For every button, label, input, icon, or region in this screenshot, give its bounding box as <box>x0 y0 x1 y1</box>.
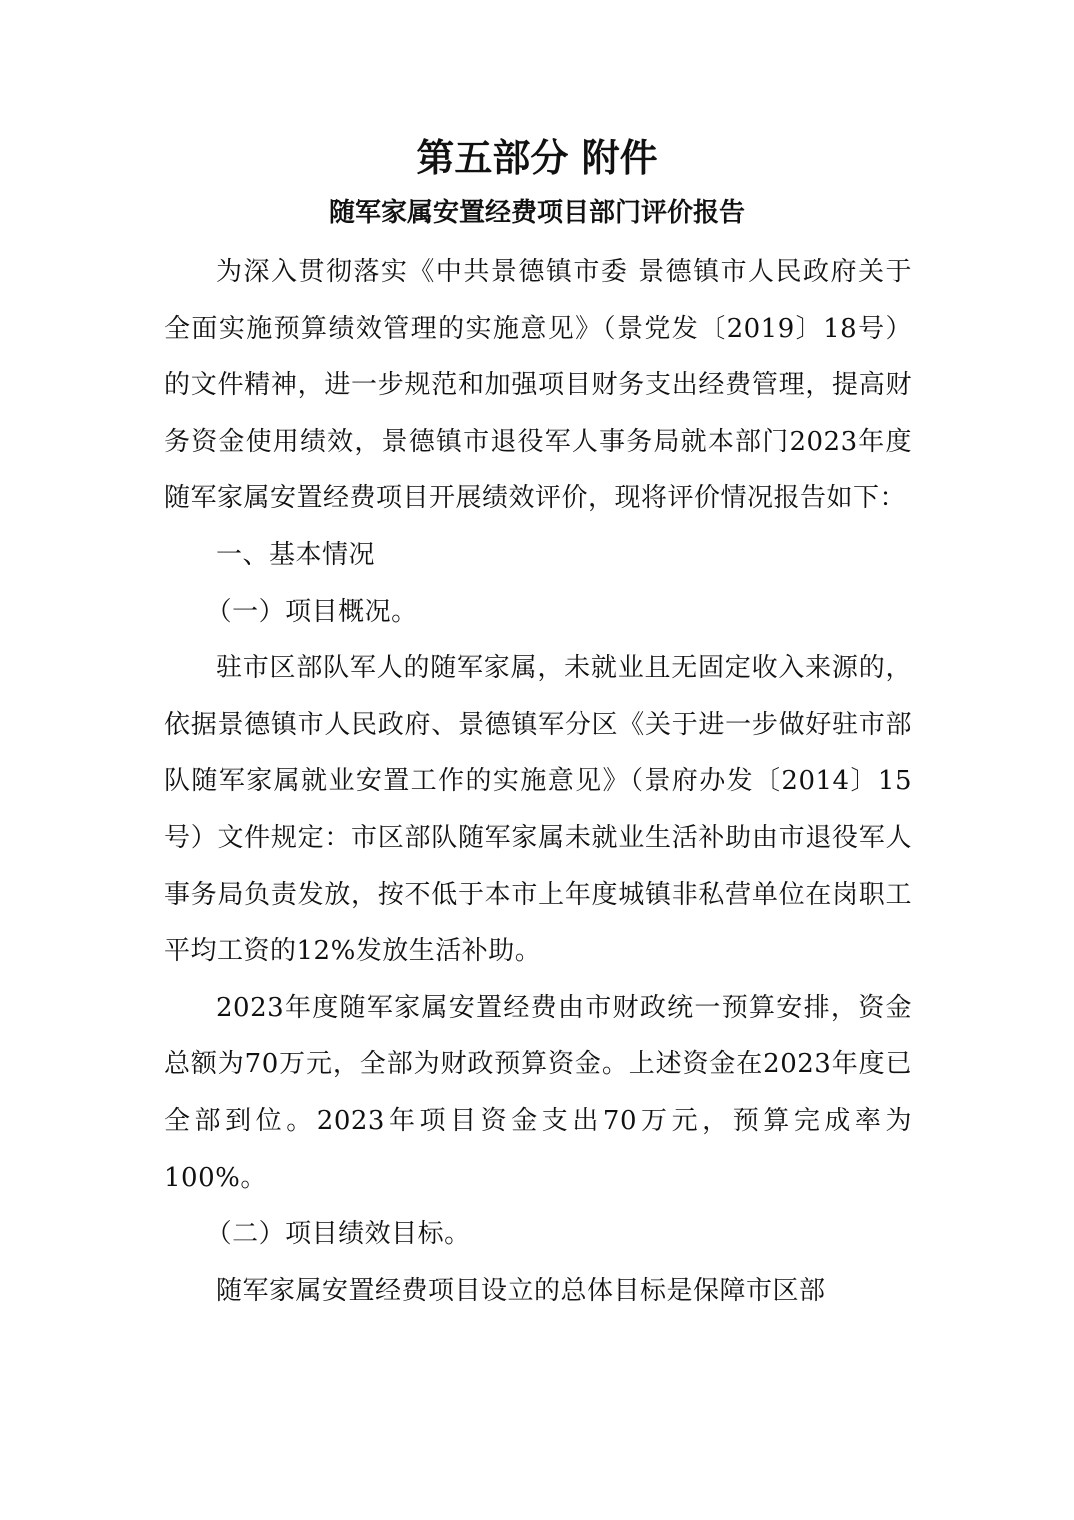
funding-paragraph: 2023年度随军家属安置经费由市财政统一预算安排，资金总额为70万元，全部为财政预算资金。上述资金在2023年度已全部到位。2023年项目资金支出70万元，预算完成率为100%。 <box>164 992 912 1193</box>
page-title: 第五部分 附件 <box>416 136 658 180</box>
intro-paragraph: 为深入贯彻落实《中共景德镇市委 景德镇市人民政府关于全面实施预算绩效管理的实施意见》（景党发〔2019〕18号）的文件精神，进一步规范和加强项目财务支出经费管理，提高财务资金使用绩效，景德镇市退役军人事务局就本部门2023年度随军家属安置经费项目开展绩效评价，现将评价情况报告如下： <box>164 257 912 514</box>
report-body <box>164 244 912 1319</box>
subsection-heading-performance-goals: （二）项目绩效目标。 <box>205 1219 471 1250</box>
goals-paragraph: 随军家属安置经费项目设立的总体目标是保障市区部 <box>216 1275 826 1306</box>
section-heading-basic-info: 一、基本情况 <box>216 539 376 570</box>
overview-paragraph: 驻市区部队军人的随军家属，未就业且无固定收入来源的，依据景德镇市人民政府、景德镇军分区《关于进一步做好驻市部队随军家属就业安置工作的实施意见》（景府办发〔2014〕15号）文件规定：市区部队随军家属未就业生活补助由市退役军人事务局负责发放，按不低于本市上年度城镇非私营单位在岗职工平均工资的12%发放生活补助。 <box>164 653 912 967</box>
subsection-heading-project-overview: （一）项目概况。 <box>205 596 418 627</box>
report-subtitle: 随军家属安置经费项目部门评价报告 <box>328 198 745 228</box>
